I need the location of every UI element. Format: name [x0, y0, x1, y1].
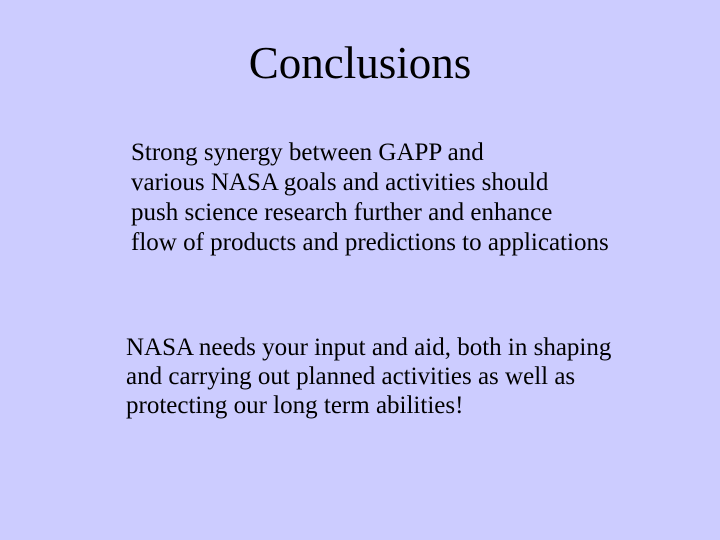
- paragraph-line: and carrying out planned activities as well as: [126, 363, 576, 390]
- slide-title: Conclusions: [248, 38, 472, 88]
- body-paragraph-synergy: [131, 138, 609, 258]
- paragraph-line: Strong synergy between GAPP and: [131, 139, 484, 166]
- paragraph-line: protecting our long term abilities!: [126, 392, 464, 419]
- paragraph-line: push science research further and enhance: [131, 199, 553, 226]
- paragraph-line: NASA needs your input and aid, both in shaping: [126, 334, 612, 361]
- paragraph-line: various NASA goals and activities should: [131, 169, 549, 196]
- paragraph-line: flow of products and predictions to applications: [131, 229, 609, 256]
- body-paragraph-call-to-action: [126, 333, 611, 420]
